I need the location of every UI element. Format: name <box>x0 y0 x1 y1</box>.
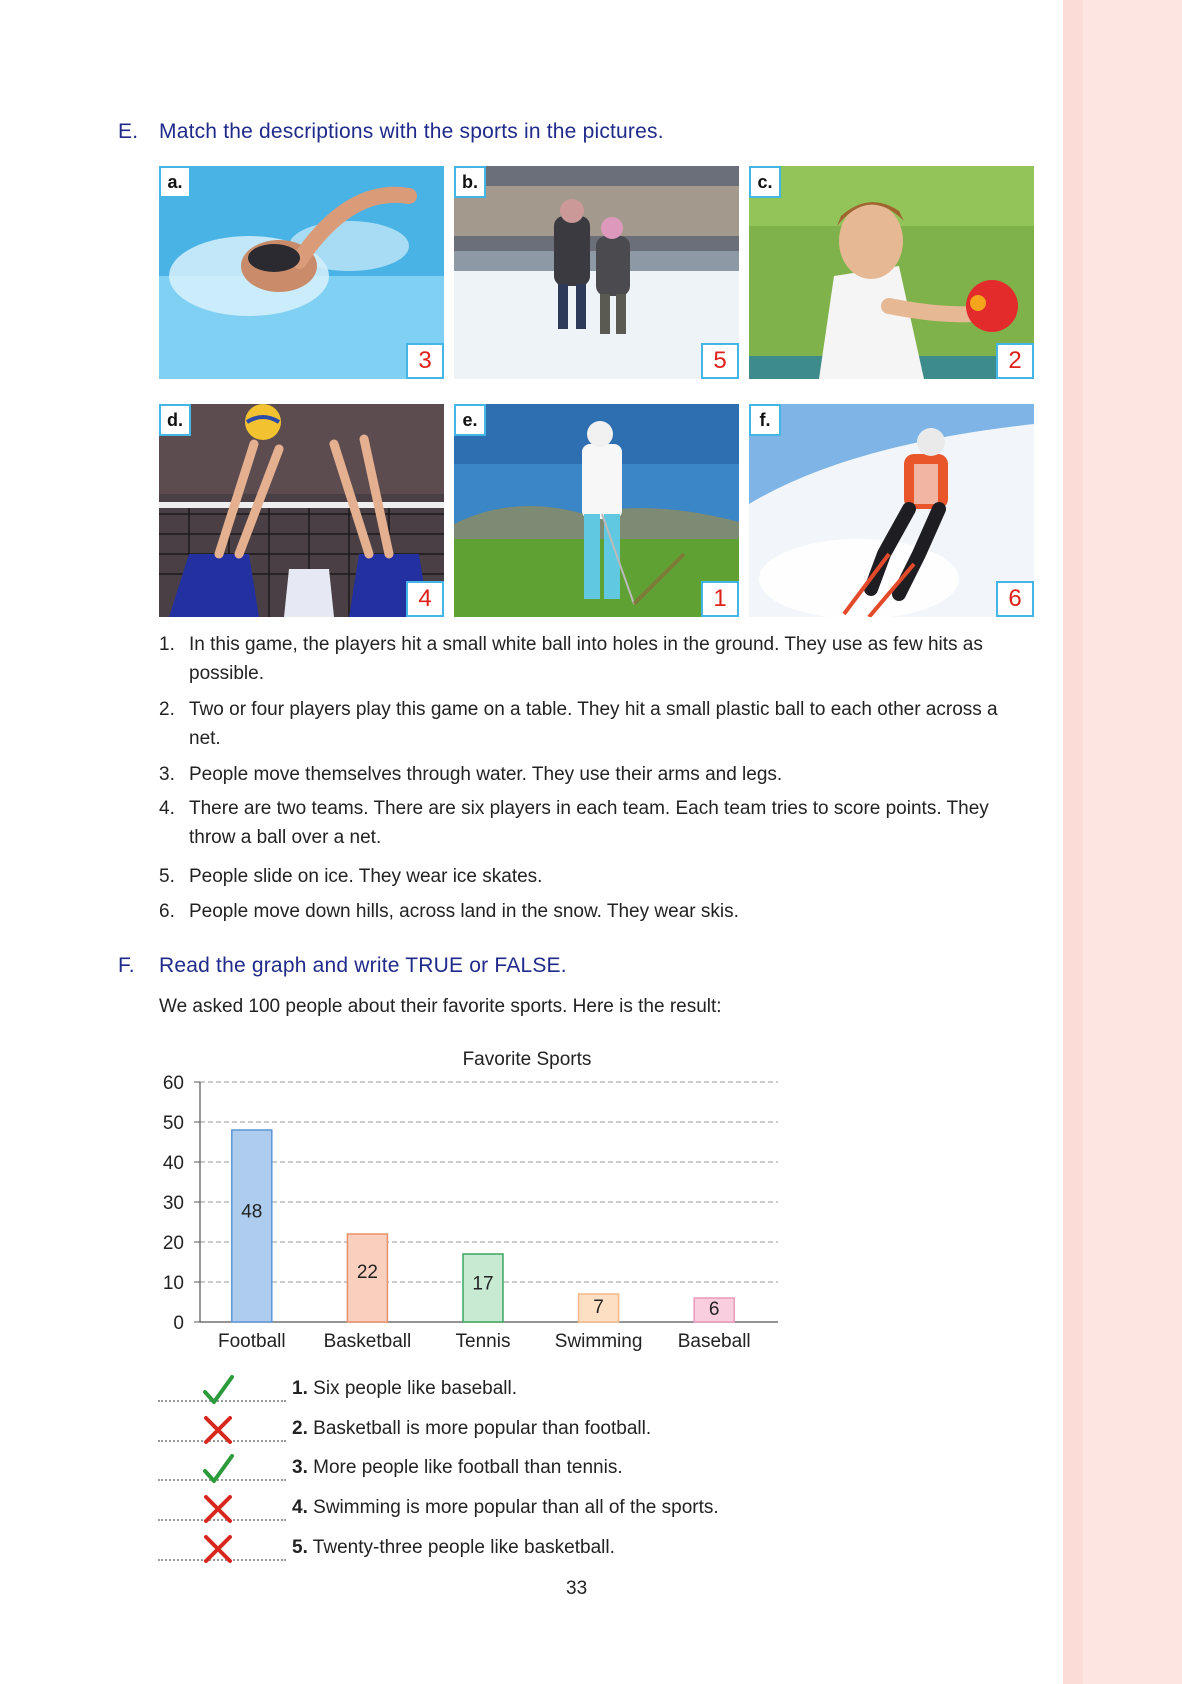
x-category-label: Football <box>217 1331 286 1352</box>
bar-football <box>232 1130 272 1322</box>
golf-picture <box>454 404 739 617</box>
photo-skiing <box>749 404 1034 617</box>
photo-answer-b[interactable]: 5 <box>701 343 739 379</box>
y-tick-label: 60 <box>162 1073 184 1094</box>
statement-text <box>292 1457 623 1479</box>
statement-1 <box>158 1378 858 1408</box>
statement-4 <box>158 1497 858 1527</box>
cross-icon <box>200 1412 236 1448</box>
statement-text <box>292 1537 615 1559</box>
bar-value-label: 6 <box>708 1299 720 1321</box>
page-margin-band <box>1063 0 1083 1684</box>
description-number: 1. <box>159 634 175 655</box>
photo-label-c: c. <box>749 166 781 198</box>
description-number: 6. <box>159 901 175 922</box>
survey-intro: We asked 100 people about their favorite sports. Here is the result: <box>159 996 722 1017</box>
y-tick-label: 20 <box>162 1233 184 1254</box>
favorite-sports-chart <box>150 1040 790 1360</box>
photo-label-b: b. <box>454 166 486 198</box>
statement-text <box>292 1497 719 1519</box>
statement-body: Twenty-three people like basketball. <box>312 1537 615 1558</box>
photo-answer-c[interactable]: 2 <box>996 343 1034 379</box>
y-tick-label: 50 <box>162 1113 184 1134</box>
section-e-letter: E. <box>118 120 139 143</box>
description-number: 2. <box>159 699 175 720</box>
section-f-letter: F. <box>118 954 135 977</box>
swimming-picture <box>159 166 444 379</box>
statement-2 <box>158 1418 858 1448</box>
description-text: People move down hills, across land in the snow. They wear skis. <box>189 901 739 922</box>
y-tick-label: 10 <box>162 1273 184 1294</box>
statement-3 <box>158 1457 858 1487</box>
volleyball-picture <box>159 404 444 617</box>
photo-label-e: e. <box>454 404 486 436</box>
photo-answer-e[interactable]: 1 <box>701 581 739 617</box>
statement-number: 2. <box>292 1418 308 1439</box>
statement-body: More people like football than tennis. <box>313 1457 623 1478</box>
x-category-label: Baseball <box>677 1331 751 1352</box>
statement-body: Six people like baseball. <box>313 1378 517 1399</box>
ice-skating-picture <box>454 166 739 379</box>
statement-5 <box>158 1537 858 1567</box>
photo-table-tennis <box>749 166 1034 379</box>
cross-icon <box>200 1491 236 1527</box>
y-tick-label: 40 <box>162 1153 184 1174</box>
x-category-label: Tennis <box>455 1331 511 1352</box>
x-category-label: Basketball <box>323 1331 412 1352</box>
description-number: 4. <box>159 798 175 819</box>
photo-answer-d[interactable]: 4 <box>406 581 444 617</box>
statement-text <box>292 1378 517 1400</box>
section-e-title: Match the descriptions with the sports in the pictures. <box>159 120 664 143</box>
statement-number: 5. <box>292 1537 308 1558</box>
check-icon <box>200 1372 236 1408</box>
photo-label-f: f. <box>749 404 781 436</box>
x-category-label: Swimming <box>554 1331 643 1352</box>
cross-icon <box>200 1531 236 1567</box>
table-tennis-picture <box>749 166 1034 379</box>
check-icon <box>200 1451 236 1487</box>
photo-answer-a[interactable]: 3 <box>406 343 444 379</box>
page-margin-band-light <box>1083 0 1182 1684</box>
bar-value-label: 48 <box>241 1201 263 1223</box>
section-f-title: Read the graph and write TRUE or FALSE. <box>159 954 567 977</box>
photo-volleyball <box>159 404 444 617</box>
bar-value-label: 7 <box>593 1296 604 1318</box>
photo-swimming <box>159 166 444 379</box>
statement-text <box>292 1418 651 1440</box>
statement-number: 4. <box>292 1497 308 1518</box>
chart-title: Favorite Sports <box>462 1049 592 1070</box>
description-text: There are two teams. There are six players in each team. Each team tries to score points. They throw a ball over a net. <box>189 798 989 848</box>
y-tick-label: 0 <box>173 1313 184 1334</box>
bar-value-label: 22 <box>356 1261 378 1283</box>
description-text: In this game, the players hit a small white ball into holes in the ground. They use as few hits as possible. <box>189 634 983 684</box>
description-text: Two or four players play this game on a table. They hit a small plastic ball to each other across a net. <box>189 699 998 749</box>
description-number: 5. <box>159 866 175 887</box>
bar-value-label: 17 <box>472 1273 494 1295</box>
photo-answer-f[interactable]: 6 <box>996 581 1034 617</box>
statement-body: Basketball is more popular than football. <box>313 1418 652 1439</box>
photo-label-d: d. <box>159 404 191 436</box>
statement-number: 1. <box>292 1378 308 1399</box>
description-number: 3. <box>159 764 175 785</box>
statement-number: 3. <box>292 1457 308 1478</box>
photo-golf <box>454 404 739 617</box>
page-number: 33 <box>566 1578 588 1599</box>
description-text: People slide on ice. They wear ice skates. <box>189 866 543 887</box>
y-tick-label: 30 <box>162 1193 184 1214</box>
photo-label-a: a. <box>159 166 191 198</box>
description-text: People move themselves through water. They use their arms and legs. <box>189 764 783 785</box>
skiing-picture <box>749 404 1034 617</box>
photo-ice-skating <box>454 166 739 379</box>
statement-body: Swimming is more popular than all of the sports. <box>313 1497 719 1518</box>
